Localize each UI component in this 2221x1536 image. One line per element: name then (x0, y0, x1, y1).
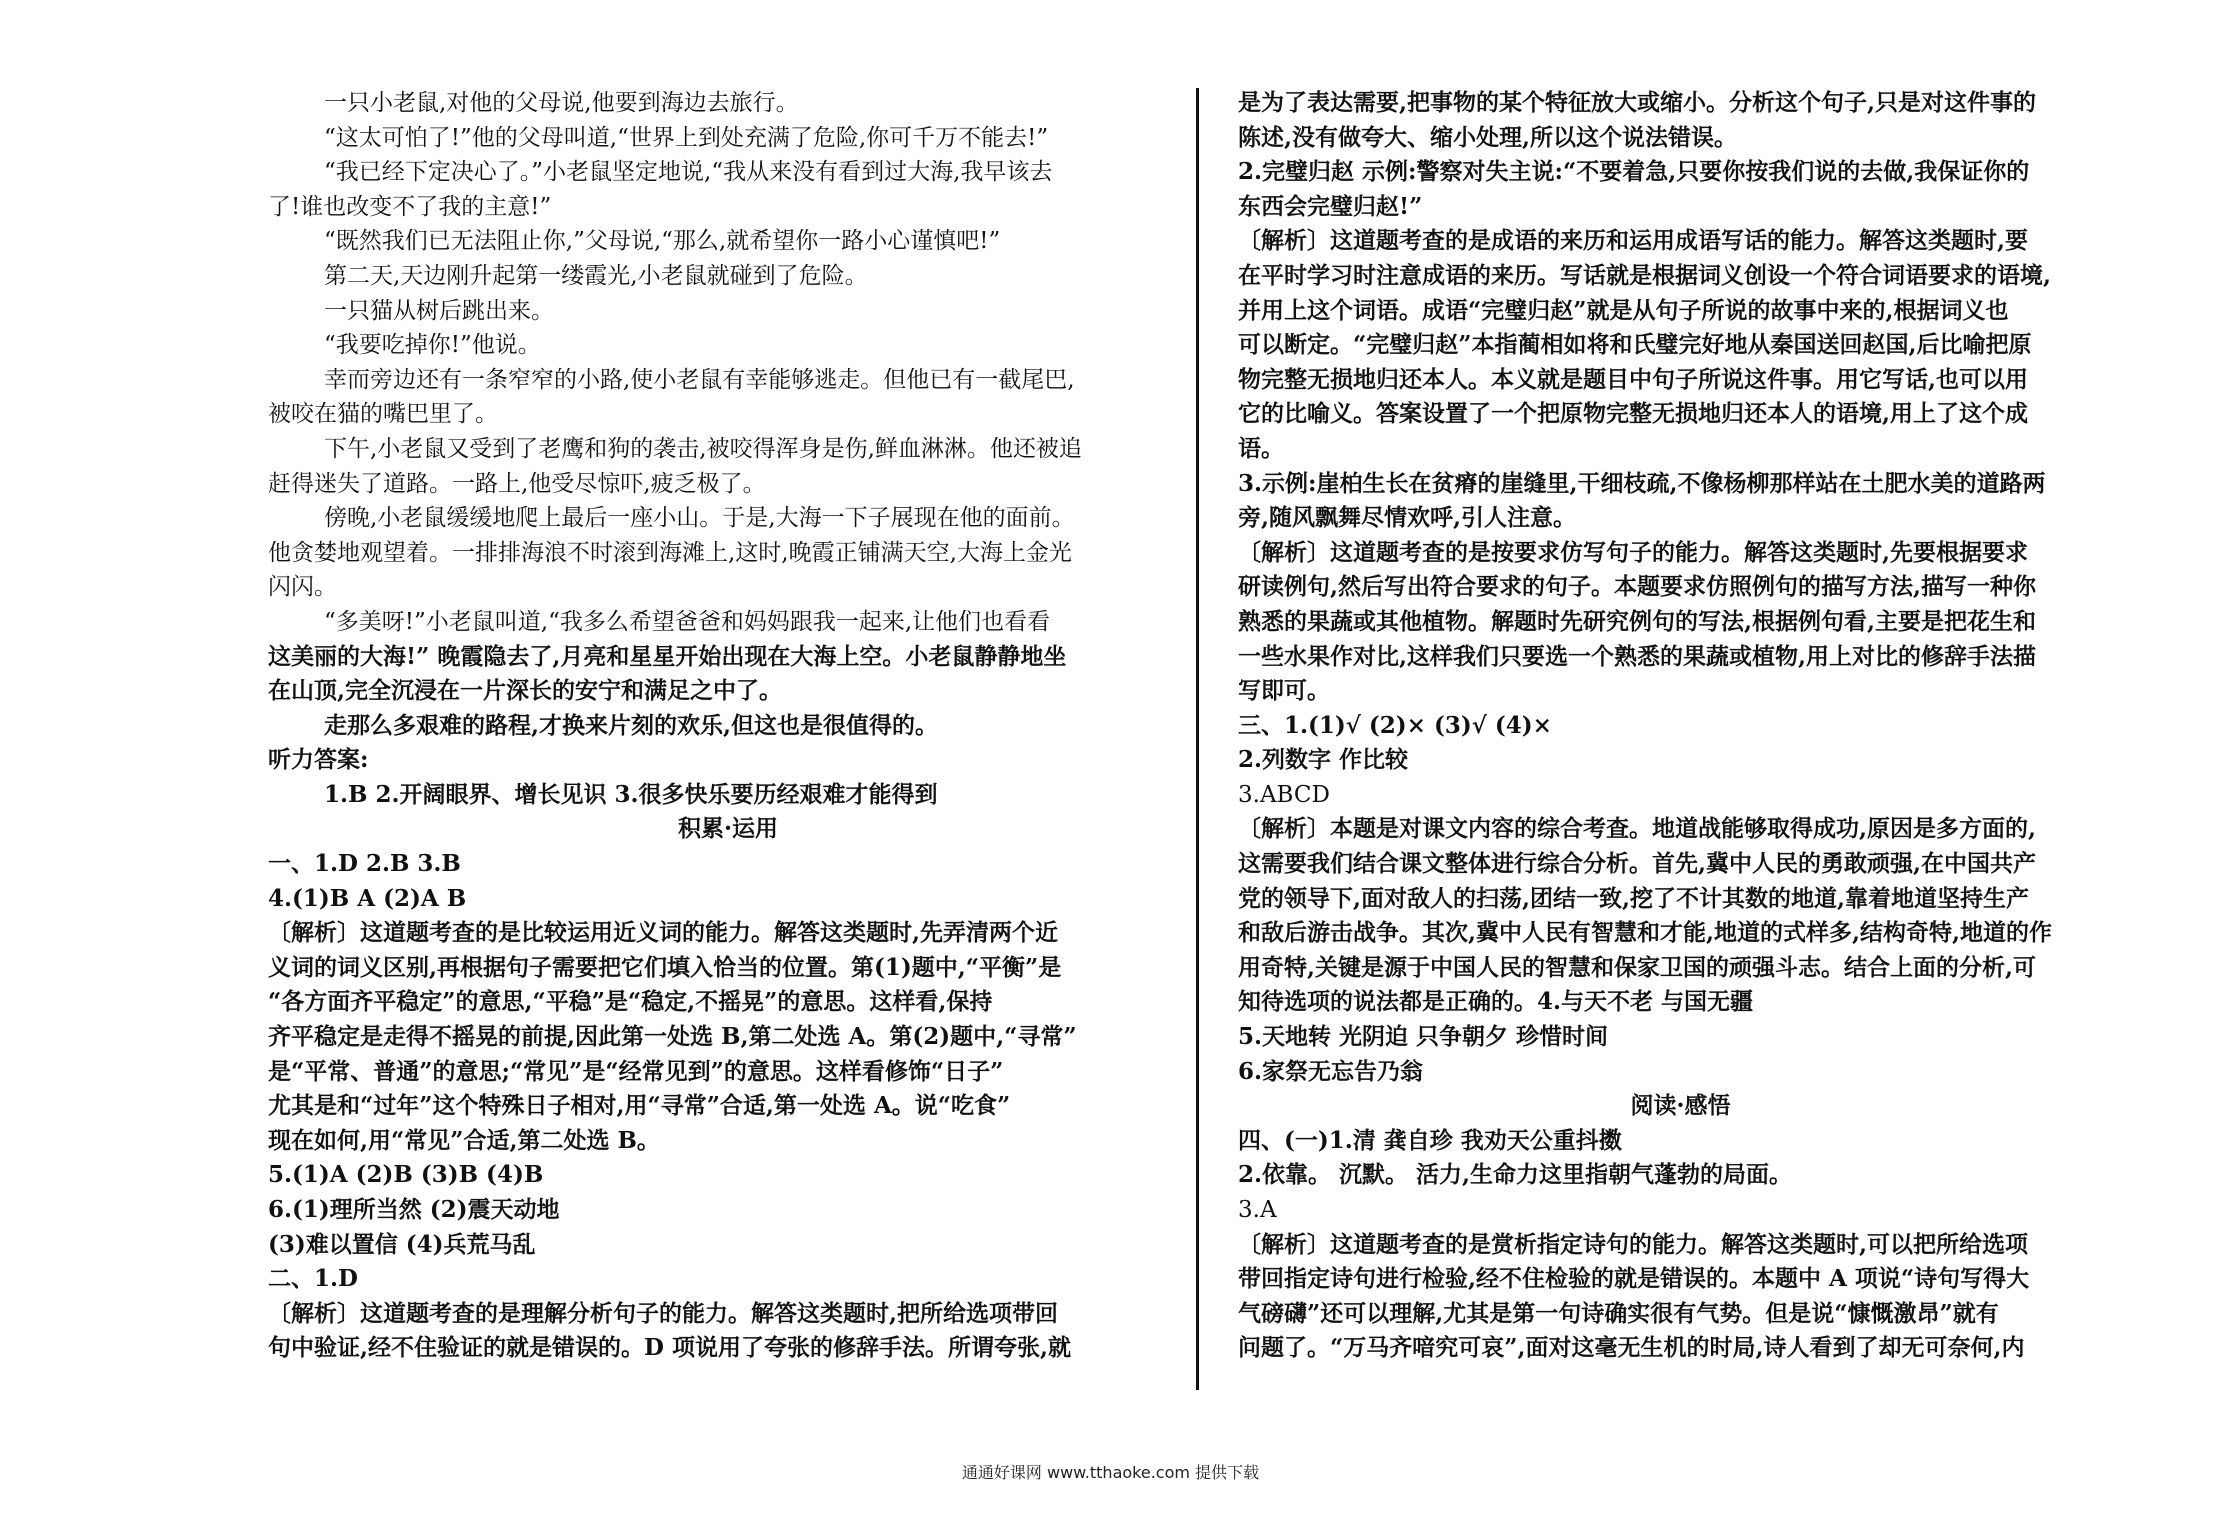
text-line: 闪闪。 (268, 574, 337, 601)
text-line: “这太可怕了!”他的父母叫道,“世界上到处充满了危险,你可千万不能去!” (324, 124, 1049, 151)
text-line: 3.ABCD (1238, 781, 1330, 808)
text-line: 5.天地转 光阴迫 只争朝夕 珍惜时间 (1238, 1023, 1609, 1051)
page-footer: 通通好课网 www.tthaoke.com 提供下载 (961, 1463, 1260, 1482)
text-line: 党的领导下,面对敌人的扫荡,团结一致,挖了不计其数的地道,靠着地道坚持生产 (1238, 884, 2030, 912)
text-line: 是“平常、普通”的意思;“常见”是“经常见到”的意思。这样看修饰“日子” (268, 1057, 1004, 1085)
text-line: 知待选项的说法都是正确的。4.与天不老 与国无疆 (1238, 988, 1754, 1016)
text-line: 这需要我们结合课文整体进行综合分析。首先,冀中人民的勇敢顽强,在中国共产 (1238, 850, 2037, 878)
column-divider (1196, 88, 1199, 1390)
right-column (1238, 86, 2123, 1366)
text-line: 他贪婪地观望着。一排排海浪不时滚到海滩上,这时,晚霞正铺满天空,大海上金光 (268, 539, 1072, 566)
text-line: 问题了。“万马齐喑究可哀”,面对这毫无生机的时局,诗人看到了却无可奈何,内 (1238, 1334, 2025, 1362)
text-line: 下午,小老鼠又受到了老鹰和狗的袭击,被咬得浑身是伤,鲜血淋淋。他还被追 (324, 435, 1082, 462)
text-line: 幸而旁边还有一条窄窄的小路,使小老鼠有幸能够逃走。但他已有一截尾巴, (324, 366, 1075, 393)
text-line: 1.B 2.开阔眼界、增长见识 3.很多快乐要历经艰难才能得到 (324, 780, 938, 808)
text-line: 带回指定诗句进行检验,经不住检验的就是错误的。本题中 A 项说“诗句写得大 (1238, 1265, 2030, 1293)
text-line: 陈述,没有做夸大、缩小处理,所以这个说法错误。 (1238, 123, 1738, 151)
text-line: 在平时学习时注意成语的来历。写话就是根据词义创设一个符合词语要求的语境, (1238, 261, 2052, 289)
text-line: 傍晚,小老鼠缓缓地爬上最后一座小山。于是,大海一下子展现在他的面前。 (324, 505, 1075, 532)
text-line: 现在如何,用“常见”合适,第二处选 B。 (268, 1126, 660, 1154)
text-line: 〔解析〕本题是对课文内容的综合考查。地道战能够取得成功,原因是多方面的, (1238, 815, 2037, 843)
text-line: 了!谁也改变不了我的主意!” (268, 193, 552, 220)
text-line: 义词的词义区别,再根据句子需要把它们填入恰当的位置。第(1)题中,“平衡”是 (268, 953, 1062, 981)
text-line: 并用上这个词语。成语“完璧归赵”就是从句子所说的故事中来的,根据词义也 (1238, 296, 2009, 324)
text-line: 5.(1)A (2)B (3)B (4)B (268, 1161, 544, 1189)
text-line: 3.A (1238, 1197, 1277, 1223)
text-line: 是为了表达需要,把事物的某个特征放大或缩小。分析这个句子,只是对这件事的 (1238, 89, 2037, 116)
text-line: 〔解析〕这道题考查的是赏析指定诗句的能力。解答这类题时,可以把所给选项 (1238, 1230, 2029, 1258)
text-line: 阅读·感悟 (1630, 1092, 1731, 1120)
text-line: 〔解析〕这道题考查的是按要求仿写句子的能力。解答这类题时,先要根据要求 (1238, 538, 2029, 566)
text-line: 在山顶,完全沉浸在一片深长的安宁和满足之中了。 (268, 677, 783, 705)
text-line: “各方面齐平稳定”的意思,“平稳”是“稳定,不摇晃”的意思。这样看,保持 (268, 988, 993, 1016)
text-line: 气磅礴”还可以理解,尤其是第一句诗确实很有气势。但是说“慷慨激昂”就有 (1238, 1299, 1999, 1327)
text-line: “多美呀!”小老鼠叫道,“我多么希望爸爸和妈妈跟我一起来,让他们也看看 (324, 608, 1051, 635)
text-line: 3.示例:崖柏生长在贫瘠的崖缝里,干细枝疏,不像杨柳那样站在土肥水美的道路两 (1238, 469, 2046, 497)
text-line: 〔解析〕这道题考查的是理解分析句子的能力。解答这类题时,把所给选项带回 (268, 1299, 1059, 1327)
text-line: 四、(一)1.清 龚自珍 我劝天公重抖擞 (1238, 1126, 1622, 1154)
text-line: 6.家祭无忘告乃翁 (1238, 1057, 1424, 1085)
text-line: 东西会完璧归赵!” (1238, 192, 1423, 220)
text-line: 二、1.D (268, 1265, 358, 1293)
text-line: 语。 (1238, 434, 1284, 462)
text-line: 尤其是和“过年”这个特殊日子相对,用“寻常”合适,第一处选 A。说“吃食” (268, 1092, 1011, 1120)
text-line: 〔解析〕这道题考查的是比较运用近义词的能力。解答这类题时,先弄清两个近 (268, 919, 1059, 947)
text-line: 一些水果作对比,这样我们只要选一个熟悉的果蔬或植物,用上对比的修辞手法描 (1238, 642, 2037, 670)
text-line: 句中验证,经不住验证的就是错误的。D 项说用了夸张的修辞手法。所谓夸张,就 (268, 1334, 1071, 1362)
text-line: 2.依靠。 沉默。 活力,生命力这里指朝气蓬勃的局面。 (1238, 1161, 1793, 1189)
text-line: 被咬在猫的嘴巴里了。 (268, 401, 498, 428)
text-line: 一只猫从树后跳出来。 (324, 297, 554, 324)
text-line: 熟悉的果蔬或其他植物。解题时先研究例句的写法,根据例句看,主要是把花生和 (1238, 607, 2037, 635)
text-line: 走那么多艰难的路程,才换来片刻的欢乐,但这也是很值得的。 (324, 711, 939, 739)
text-line: 一只小老鼠,对他的父母说,他要到海边去旅行。 (324, 90, 799, 116)
text-line: 和敌后游击战争。其次,冀中人民有智慧和才能,地道的式样多,结构奇特,地道的作 (1238, 919, 2053, 947)
text-line: 它的比喻义。答案设置了一个把原物完整无损地归还本人的语境,用上了这个成 (1238, 400, 2029, 428)
text-line: 2.完璧归赵 示例:警察对失主说:“不要着急,只要你按我们说的去做,我保证你的 (1238, 158, 2030, 186)
text-line: 写即可。 (1238, 677, 1330, 705)
text-line: 听力答案: (268, 746, 369, 774)
text-line: 6.(1)理所当然 (2)震天动地 (268, 1196, 560, 1223)
text-line: 旁,随风飘舞尽情欢呼,引人注意。 (1238, 504, 1577, 532)
text-line: 2.列数字 作比较 (1238, 746, 1409, 774)
text-line: 这美丽的大海!” 晚霞隐去了,月亮和星星开始出现在大海上空。小老鼠静静地坐 (268, 642, 1067, 670)
text-line: “我要吃掉你!”他说。 (324, 332, 541, 359)
text-line: 用奇特,关键是源于中国人民的智慧和保家卫国的顽强斗志。结合上面的分析,可 (1238, 953, 2037, 981)
text-line: 物完整无损地归还本人。本义就是题目中句子所说这件事。用它写话,也可以用 (1238, 365, 2029, 393)
text-line: 〔解析〕这道题考查的是成语的来历和运用成语写话的能力。解答这类题时,要 (1238, 227, 2029, 255)
left-column (268, 86, 1188, 1366)
text-line: 第二天,天边刚升起第一缕霞光,小老鼠就碰到了危险。 (324, 262, 868, 289)
text-line: 研读例句,然后写出符合要求的句子。本题要求仿照例句的描写方法,描写一种你 (1238, 573, 2037, 601)
text-line: 4.(1)B A (2)A B (268, 884, 467, 912)
text-line: 可以断定。“完璧归赵”本指蔺相如将和氏璧完好地从秦国送回赵国,后比喻把原 (1238, 331, 2032, 359)
text-line: “我已经下定决心了。”小老鼠坚定地说,“我从来没有看到过大海,我早该去 (324, 159, 1053, 186)
text-line: 三、1.(1)√ (2)× (3)√ (4)× (1238, 711, 1552, 739)
text-line: 一、1.D 2.B 3.B (268, 850, 461, 878)
text-line: (3)难以置信 (4)兵荒马乱 (268, 1230, 536, 1258)
text-line: 齐平稳定是走得不摇晃的前提,因此第一处选 B,第二处选 A。第(2)题中,“寻常” (268, 1023, 1077, 1051)
text-line: 积累·运用 (677, 815, 778, 843)
text-line: “既然我们已无法阻止你,”父母说,“那么,就希望你一路小心谨慎吧!” (324, 228, 1001, 255)
text-line: 赶得迷失了道路。一路上,他受尽惊吓,疲乏极了。 (268, 470, 766, 497)
